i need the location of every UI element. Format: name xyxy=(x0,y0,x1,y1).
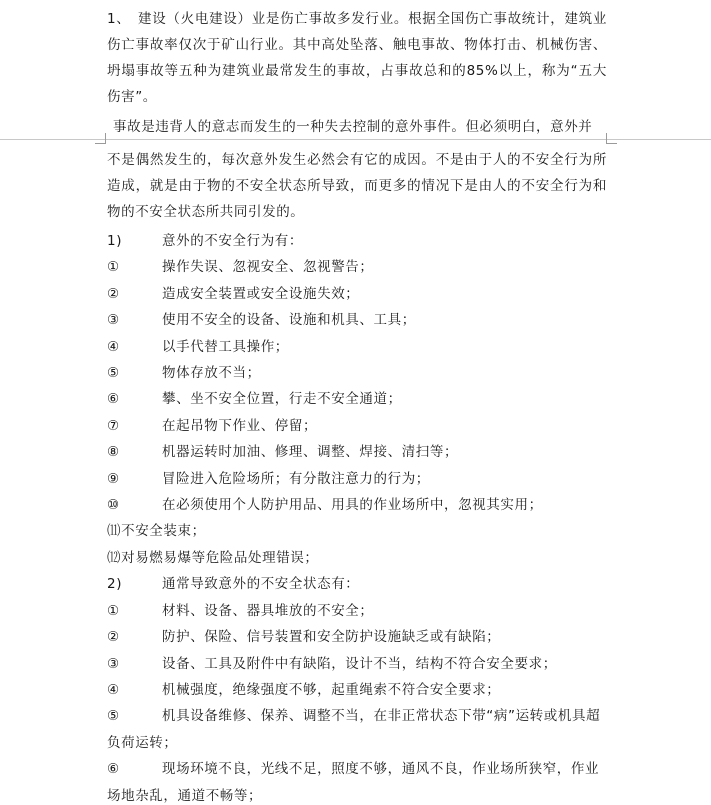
item-number: ⑥ xyxy=(107,761,120,778)
item-number: ⑾ xyxy=(107,523,122,540)
list-item xyxy=(107,598,607,624)
list-item xyxy=(107,386,607,412)
intro-paragraph: 1、 建设（火电建设）业是伤亡事故多发行业。根据全国伤亡事故统计，建筑业伤亡事故率仅次于矿山行业。其中高处坠落、触电事故、物体打击、机械伤害、坍塌事故等五种为建筑业最常发生的事故，占事故总和的85%以上，称为“五大伤害”。 xyxy=(107,11,607,105)
page-corner-mark-left xyxy=(95,133,106,144)
section-title: 意外的不安全行为有： xyxy=(162,233,303,249)
section-heading xyxy=(107,571,607,597)
continuation-paragraph: 不是偶然发生的，每次意外发生必然会有它的成因。不是由于人的不安全行为所造成，就是由于物的不安全状态所导致，而更多的情况下是由人的不安全行为和物的不安全状态所共同引发的。 xyxy=(107,152,607,220)
item-text: 造成安全装置或安全设施失效； xyxy=(162,285,360,302)
page-boundary-divider xyxy=(0,139,711,140)
list-item xyxy=(107,518,607,544)
list-item xyxy=(107,756,607,805)
section-number: 2) xyxy=(107,576,123,593)
item-number: ⑿ xyxy=(107,549,122,566)
item-text: 机具设备维修、保养、调整不当，在非正常状态下带“病”运转或机具超负荷运转； xyxy=(107,708,601,751)
item-text: 在起吊物下作业、停留； xyxy=(162,417,318,434)
item-text: 在必须使用个人防护用品、用具的作业场所中，忽视其实用； xyxy=(162,497,543,514)
list-item xyxy=(107,624,607,650)
list-item xyxy=(107,439,607,465)
item-text: 攀、坐不安全位置，行走不安全通道； xyxy=(162,391,402,408)
item-number: ③ xyxy=(107,312,120,329)
section-title: 通常导致意外的不安全状态有： xyxy=(162,576,360,593)
item-number: ⑤ xyxy=(107,365,120,382)
section-number: 1) xyxy=(107,233,123,249)
item-number: ⑩ xyxy=(107,497,120,514)
hazard-list xyxy=(107,228,607,805)
item-text: 使用不安全的设备、设施和机具、工具； xyxy=(162,312,416,329)
list-item xyxy=(107,307,607,333)
item-number: ① xyxy=(107,602,120,619)
item-text: 对易燃易爆等危险品处理错误； xyxy=(121,549,319,566)
item-text: 机械强度，绝缘强度不够，起重绳索不符合安全要求； xyxy=(162,681,501,698)
item-number: ⑧ xyxy=(107,444,120,461)
page-break-line: 事故是违背人的意志而发生的一种失去控制的意外事件。但必须明白，意外并 xyxy=(113,119,593,135)
item-text: 设备、工具及附件中有缺陷，设计不当，结构不符合安全要求； xyxy=(162,655,557,672)
list-item xyxy=(107,334,607,360)
item-number: ⑦ xyxy=(107,417,120,434)
item-text: 防护、保险、信号装置和安全防护设施缺乏或有缺陷； xyxy=(162,629,501,646)
list-item xyxy=(107,703,607,756)
item-number: ② xyxy=(107,285,120,302)
item-number: ⑤ xyxy=(107,708,120,725)
item-text: 现场环境不良，光线不足，照度不够，通风不良，作业场所狭窄，作业场地杂乱，通道不畅等； xyxy=(107,761,600,804)
item-number: ⑨ xyxy=(107,470,120,487)
list-item xyxy=(107,360,607,386)
list-item xyxy=(107,651,607,677)
section-heading xyxy=(107,228,607,254)
item-number: ② xyxy=(107,629,120,646)
item-text: 物体存放不当； xyxy=(162,365,261,382)
item-number: ④ xyxy=(107,338,120,355)
list-item xyxy=(107,281,607,307)
item-text: 冒险进入危险场所；有分散注意力的行为； xyxy=(162,470,430,487)
list-item xyxy=(107,545,607,571)
list-item xyxy=(107,413,607,439)
item-text: 以手代替工具操作； xyxy=(162,338,289,355)
list-item xyxy=(107,466,607,492)
item-number: ④ xyxy=(107,681,120,698)
list-item xyxy=(107,677,607,703)
item-text: 操作失误、忽视安全、忽视警告； xyxy=(162,259,374,276)
item-text: 机器运转时加油、修理、调整、焊接、清扫等； xyxy=(162,444,459,461)
item-number: ③ xyxy=(107,655,120,672)
list-item xyxy=(107,492,607,518)
item-number: ⑥ xyxy=(107,391,120,408)
item-text: 不安全装束； xyxy=(121,523,206,540)
list-item xyxy=(107,254,607,280)
page-corner-mark-right xyxy=(606,133,617,144)
item-text: 材料、设备、器具堆放的不安全； xyxy=(162,602,374,619)
item-number: ① xyxy=(107,259,120,276)
